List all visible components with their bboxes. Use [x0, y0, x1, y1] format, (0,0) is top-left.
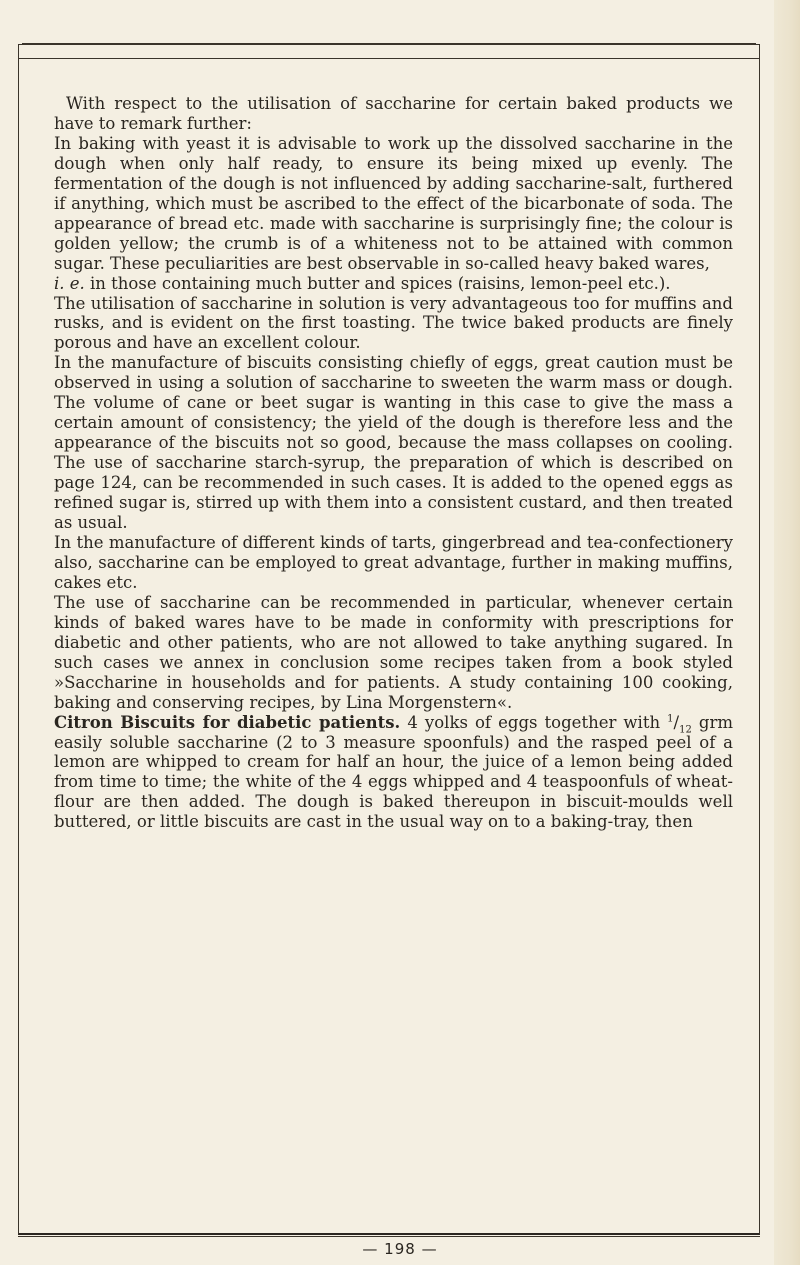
paragraph: In the manufacture of biscuits consisting chiefly of eggs, great caution must be observed in using a solution of saccharine to sweeten the warm mass or dough. The volume of cane or beet sugar is wanting in this case to give the mass a certain amount of consistency; the yield of the dough is therefore less and the appearance of the biscuits not so good, because the mass collapses on cooling. The use of saccharine starch-syrup, the preparation of which is described on page 124, can be recommended in such cases. It is added to the opened eggs as refined sugar is, stirred up with them into a consistent custard, and then treated as usual. — [54, 353, 733, 533]
abbreviation: i. e. — [54, 273, 85, 293]
recipe-paragraph: Citron Biscuits for diabetic patients. 4 yolks of eggs together with $^1/_{12}$ grm easily soluble saccharine (2 to 3 measure spoonfuls) and the rasped peel of a lemon are whipped to cream for half an hour, the juice of a lemon being added from time to time; the white of the 4 eggs whipped and 4 teaspoonfuls of wheat-flour are then added. The dough is baked thereupon in biscuit-moulds well buttered, or little biscuits are cast in the usual way on to a baking-tray, then — [54, 712, 733, 832]
fraction-denominator: 12 — [679, 723, 692, 735]
paragraph — [54, 274, 733, 294]
border-rule-top — [18, 58, 760, 59]
recipe-text: 4 yolks of eggs together with — [400, 712, 668, 732]
border-rule-bottom — [18, 1236, 760, 1237]
page-number: — 198 — — [362, 1240, 438, 1258]
paragraph: With respect to the utilisation of saccharine for certain baked products we have to remark further: — [54, 94, 733, 133]
paragraph: In the manufacture of different kinds of tarts, gingerbread and tea-confectionery also, saccharine can be employed to great advantage, further in making muffins, cakes etc. — [54, 532, 733, 592]
page-edge — [774, 0, 800, 1265]
paragraph-text: in those containing much butter and spices (raisins, lemon-peel etc.). — [84, 273, 671, 293]
fraction-numerator: 1 — [667, 713, 674, 725]
paragraph: The use of saccharine can be recommended in particular, whenever certain kinds of baked wares have to be made in conformity with prescriptions for diabetic and other patients, who are not allowed to take anything sugared. In such cases we annex in conclusion some recipes taken from a book styled »Saccharine in households and for patients. A study containing 100 cooking, baking and conserving recipes, by Lina Morgenstern«. — [54, 592, 733, 712]
paragraph: The utilisation of saccharine in solution is very advantageous too for muffins and rusks, and is evident on the first toasting. The twice baked products are finely porous and have an excellent colour. — [54, 293, 733, 353]
recipe-heading: Citron Biscuits for diabetic patients. — [54, 712, 401, 732]
body-text — [54, 94, 733, 832]
paragraph: In baking with yeast it is advisable to work up the dissolved saccharine in the dough when only half ready, to ensure its being mixed up evenly. The fermentation of the dough is not influenced by adding saccharine-salt, furthered if anything, which must be ascribed to the effect of the bicarbonate of soda. The appearance of bread etc. made with saccharine is surprisingly fine; the colour is golden yellow; the crumb is of a whiteness not to be attained with common sugar. These peculiarities are best observable in so-called heavy baked wares, — [54, 133, 733, 273]
recipe-text: grm easily soluble saccharine (2 to 3 measure spoonfuls) and the rasped peel of a lemon are whipped to cream for half an hour, the juice of a lemon being added from time to time; the white of the 4 eggs whipped and 4 teaspoonfuls of wheat-flour are then added. The dough is baked thereupon in biscuit-moulds well buttered, or little biscuits are cast in the usual way on to a baking-tray, then — [54, 712, 733, 832]
